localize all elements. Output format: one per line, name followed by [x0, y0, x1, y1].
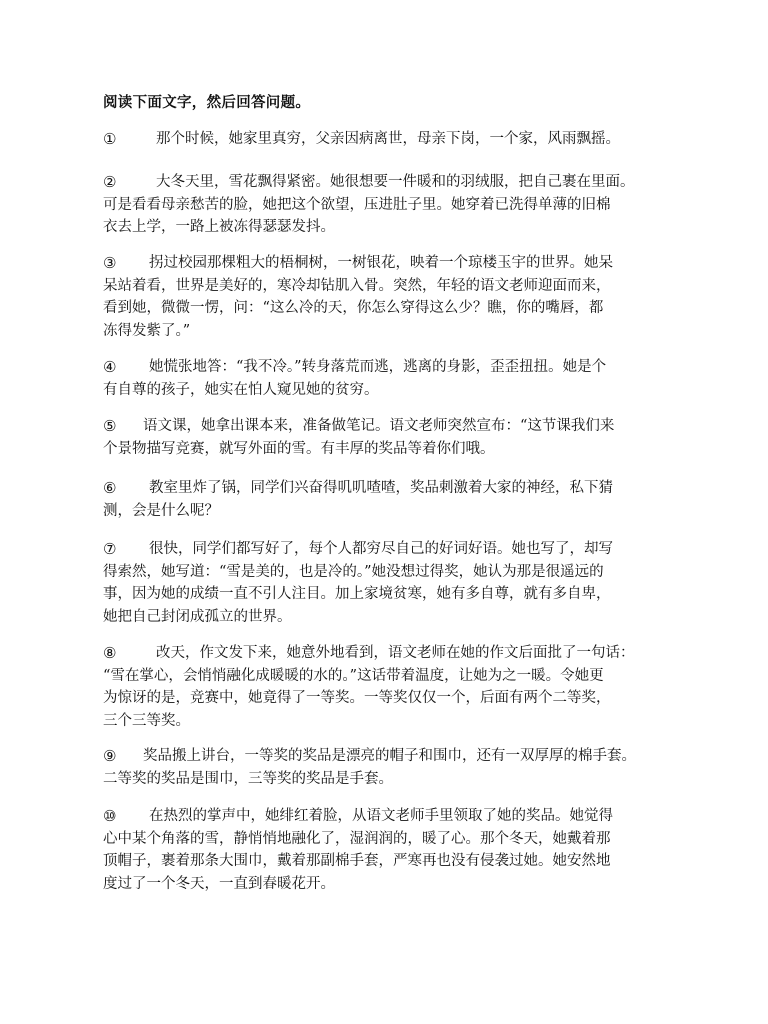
- paragraph-number: ⑧: [103, 644, 117, 662]
- paragraph-text: 奖品搬上讲台，一等奖的奖品是漂亮的帽子和围巾，还有一双厚厚的棉手套。: [143, 748, 636, 764]
- paragraph-number: ⑨: [103, 747, 117, 765]
- paragraph-number: ①: [103, 130, 117, 148]
- paragraph-line: [103, 171, 693, 194]
- paragraph-line: 冻得发紫了。”: [103, 322, 191, 339]
- paragraph-line: [103, 538, 693, 561]
- paragraph-number: ⑥: [103, 479, 117, 497]
- paragraph-text: 在热烈的掌声中，她绯红着脸，从语文老师手里领取了她的奖品。她觉得: [149, 808, 613, 824]
- paragraph-line: 度过了一个冬天，一直到春暖花开。: [103, 875, 335, 892]
- paragraph-text: 大冬天里，雪花飘得紧密。她很想要一件暖和的羽绒服，把自己裹在里面。: [156, 174, 635, 190]
- paragraph-number: ⑩: [103, 807, 117, 825]
- paragraph-line: 个景物描写竞赛，就写外面的雪。有丰厚的奖品等着你们哦。: [103, 440, 495, 457]
- paragraph-line: 二等奖的奖品是围巾，三等奖的奖品是手套。: [103, 770, 393, 787]
- paragraph-number: ⑤: [103, 417, 117, 435]
- paragraph-line: [103, 252, 693, 275]
- paragraph-7: [103, 538, 693, 628]
- paragraph-line: [103, 642, 693, 665]
- paragraph-line: [103, 477, 693, 500]
- paragraph-line: [103, 805, 693, 828]
- paragraph-line: [103, 356, 693, 379]
- paragraph-8: [103, 642, 693, 732]
- paragraph-number: ⑦: [103, 540, 117, 558]
- paragraph-text: 语文课，她拿出课本来，准备做笔记。语文老师突然宣布：“这节课我们来: [143, 418, 615, 434]
- paragraph-line: 呆站着看，世界是美好的，寒冷却钻肌入骨。突然，年轻的语文老师迎面而来，: [103, 277, 611, 294]
- paragraph-line: 看到她，微微一愣，问：“这么冷的天，你怎么穿得这么少？瞧，你的嘴唇，都: [103, 300, 604, 316]
- paragraph-line: 可是看看母亲愁苦的脸，她把这个欲望，压进肚子里。她穿着已洗得单薄的旧棉: [103, 196, 611, 213]
- paragraph-text: 拐过校园那棵粗大的梧桐树，一树银花，映着一个琼楼玉宇的世界。她呆: [149, 255, 613, 271]
- paragraph-line: 三个三等奖。: [103, 712, 190, 729]
- paragraph-number: ③: [103, 254, 117, 272]
- paragraph-line: 得索然，她写道：“雪是美的，也是冷的。”她没想过得奖，她认为那是很遥远的: [103, 563, 604, 580]
- paragraph-text: 教室里炸了锅，同学们兴奋得叽叽喳喳，奖品刺激着大家的神经，私下猜: [149, 480, 613, 496]
- paragraph-line: 事，因为她的成绩一直不引人注目。加上家境贫寒，她有多自尊，就有多自卑，: [103, 586, 611, 602]
- paragraph-line: 衣去上学，一路上被冻得瑟瑟发抖。: [103, 219, 335, 235]
- paragraph-3: [103, 252, 693, 342]
- paragraph-line: [103, 415, 693, 438]
- paragraph-10: [103, 805, 693, 895]
- paragraph-line: 有自尊的孩子，她实在怕人窥见她的贫穷。: [103, 381, 379, 398]
- paragraph-9: [103, 745, 693, 790]
- paragraph-line: [103, 745, 693, 768]
- paragraph-text: 改天，作文发下来，她意外地看到，语文老师在她的作文后面批了一句话：: [156, 645, 635, 661]
- paragraph-1: [103, 128, 693, 151]
- paragraph-line: 顶帽子，裹着那条大围巾，戴着那副棉手套，严寒再也没有侵袭过她。她安然地: [103, 853, 611, 869]
- paragraph-4: [103, 356, 693, 401]
- paragraph-line: 心中某个角落的雪，静悄悄地融化了，湿润润的，暖了心。那个冬天，她戴着那: [103, 830, 611, 847]
- paragraph-6: [103, 477, 693, 522]
- paragraph-text: 那个时候，她家里真穷，父亲因病离世，母亲下岗，一个家，风雨飘摇。: [156, 131, 620, 147]
- paragraph-5: [103, 415, 693, 460]
- paragraph-text: 很快，同学们都写好了，每个人都穷尽自己的好词好语。她也写了，却写: [149, 541, 613, 557]
- paragraph-line: 她把自己封闭成孤立的世界。: [103, 608, 292, 625]
- document-title: 阅读下面文字，然后回答问题。: [103, 94, 311, 111]
- paragraph-text: 她慌张地答：“我不冷。”转身落荒而逃，逃离的身影，歪歪扭扭。她是个: [149, 359, 607, 375]
- paragraph-number: ④: [103, 358, 117, 376]
- paragraph-line: 测，会是什么呢？: [103, 502, 219, 519]
- paragraph-2: [103, 171, 693, 239]
- paragraph-line: “雪在掌心，会悄悄融化成暖暖的水的。”这话带着温度，让她为之一暖。令她更: [103, 667, 604, 684]
- paragraph-line: 为惊讶的是，竞赛中，她竟得了一等奖。一等奖仅仅一个，后面有两个二等奖，: [103, 690, 611, 706]
- paragraph-number: ②: [103, 173, 117, 191]
- paragraph-line: [103, 128, 693, 151]
